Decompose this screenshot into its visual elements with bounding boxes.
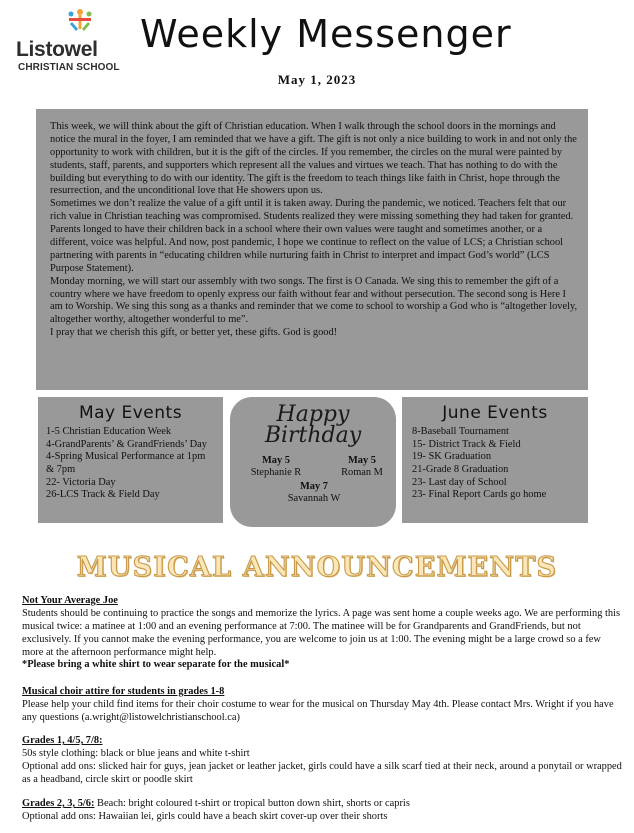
june-events-box: [402, 397, 588, 523]
birthday-date: May 7: [300, 480, 328, 492]
school-logo: [16, 8, 120, 78]
list-item: 4-GrandParents’ & GrandFriends’ Day: [46, 438, 207, 450]
musical-announcements-banner: MUSICAL ANNOUNCEMENTS: [76, 552, 558, 583]
may-events-box: [38, 397, 223, 523]
list-item: 23- Final Report Cards go home: [412, 489, 547, 501]
list-item: 22- Victoria Day: [46, 476, 116, 488]
list-item: 26-LCS Track & Field Day: [46, 489, 160, 501]
birthday-title: [236, 402, 390, 448]
announcement-body: Please help your child find items for their choir costume to wear for the musical on Thursday May 4th. Please contact Mrs. Wright if you have any questions (a.wright@listowelchristianschool.ca): [22, 698, 614, 723]
newsletter-title: Weekly Messenger: [140, 12, 512, 56]
birthday-date: May 5: [262, 454, 290, 466]
list-item: 23- Last day of School: [412, 476, 507, 488]
birthday-entry: [330, 455, 394, 480]
announcement-line: Optional add ons: slicked hair for guys, jean jacket or leather jacket, girls could have a silk scarf tied at their neck, around a ponytail or wrapped as a headband, circle skirt or poodle skirt: [22, 760, 622, 785]
logo-subtitle: CHRISTIAN SCHOOL: [18, 62, 120, 73]
birthday-name: Roman M: [341, 467, 383, 479]
birthday-entry: [274, 481, 354, 506]
list-item: 21-Grade 8 Graduation: [412, 464, 509, 476]
announcement-body: Students should be continuing to practice the songs and memorize the lyrics. A page was sent home a couple weeks ago. We are performing this musical twice: a matinee at 1:00 and an evening performance at 7:00. The matinee will be for Grandparents and GrandFriends, but not exclusively. If you cannot make the evening performance, you are welcome to join us at 1:00. The evening might be a large crowd so a few more at the afternoon performance might help.: [22, 607, 621, 658]
may-events-title: May Events: [78, 403, 183, 423]
announcement-choir-attire: [22, 686, 622, 725]
announcement-heading: Musical choir attire for students in grades 1-8: [22, 686, 225, 697]
may-events-list: [46, 426, 215, 502]
message-paragraph: Monday morning, we will start our assembly with two songs. The first is O Canada. We sing this to remember the gift of a country where we have freedom to openly express our faith without fear and without persecution. The second song is Here I am to Worship. We sing this song as a thanks and reminder that we come to school to worship a God who is “altogether lovely, altogether worthy, altogether wonderful to me”.: [50, 275, 578, 326]
list-item: 8-Baseball Tournament: [412, 426, 509, 437]
message-paragraph: I pray that we cherish this gift, or better yet, these gifts. God is good!: [50, 327, 338, 339]
list-item: 1-5 Christian Education Week: [46, 426, 172, 437]
list-item: 4-Spring Musical Performance at 1pm & 7pm: [46, 451, 206, 476]
announcement-line: [22, 798, 622, 811]
list-item: 15- District Track & Field: [412, 438, 521, 450]
principal-message: [36, 109, 588, 390]
announcement-note: *Please bring a white shirt to wear separate for the musical*: [22, 659, 290, 671]
newsletter-date: May 1, 2023: [277, 72, 357, 87]
announcement-text: Beach: bright coloured t-shirt or tropical button down shirt, shorts or capris: [94, 798, 410, 809]
announcement-grades-1-4-7: [22, 735, 622, 787]
announcement-heading: Not Your Average Joe: [22, 595, 118, 606]
announcement-heading: Grades 2, 3, 5/6:: [22, 798, 95, 809]
birthday-list: [236, 455, 390, 515]
message-paragraph: This week, we will think about the gift of Christian education. When I walk through the school doors in the mornings and notice the mural in the foyer, I am reminded that we have a gift. The gift is not only a nice building to work in and not only the opportunity to work with children, but it is the gift of the circles. If you remember, the circles on the mural were painted by students, staff, parents, and supporters which represent all the values and virtues we teach. That has nothing to do with the building but everything to do with our identity. The gift is the freedom to teach things like faith in Christ, hope through the resurrection, and the unconditional love that He showers upon us.: [50, 121, 577, 197]
announcement-heading: Grades 1, 4/5, 7/8:: [22, 735, 103, 746]
birthday-box: [230, 397, 396, 527]
logo-name: Listowel: [16, 38, 98, 61]
announcement-line: 50s style clothing: black or blue jeans and white t-shirt: [22, 747, 250, 759]
people-logo-icon: [66, 8, 94, 38]
announcement-line: Optional add ons: Hawaiian lei, girls could have a beach skirt cover-up over their shorts: [22, 810, 388, 822]
list-item: 19- SK Graduation: [412, 451, 492, 463]
birthday-name: Savannah W: [287, 493, 341, 505]
june-events-list: [410, 426, 580, 502]
birthday-name: Stephanie R: [250, 467, 302, 479]
announcement-musical: [22, 595, 622, 672]
june-events-title: June Events: [442, 403, 548, 423]
message-paragraph: Sometimes we don’t realize the value of a gift until it is taken away. During the pandemic, we noticed. Teachers felt that our rich value in Christian teaching was compromised. Students realized they were missing something they had taken for granted. Parents longed to have their children back in a school where their own values were taught and sometimes another, or a different, voice was helpful. And now, post pandemic, I hope we continue to reflect on the value of LCS; a Christian school partnering with parents in “educating children while nurturing faith in Christ to interpret and impact God’s world” (LCS Purpose Statement).: [50, 198, 574, 274]
birthday-date: May 5: [348, 454, 376, 466]
announcement-grades-2-3-5: [22, 798, 622, 824]
birthday-title-line: Birthday: [264, 422, 362, 448]
birthday-entry: [240, 455, 312, 480]
birthday-title-line: Happy: [276, 402, 350, 427]
